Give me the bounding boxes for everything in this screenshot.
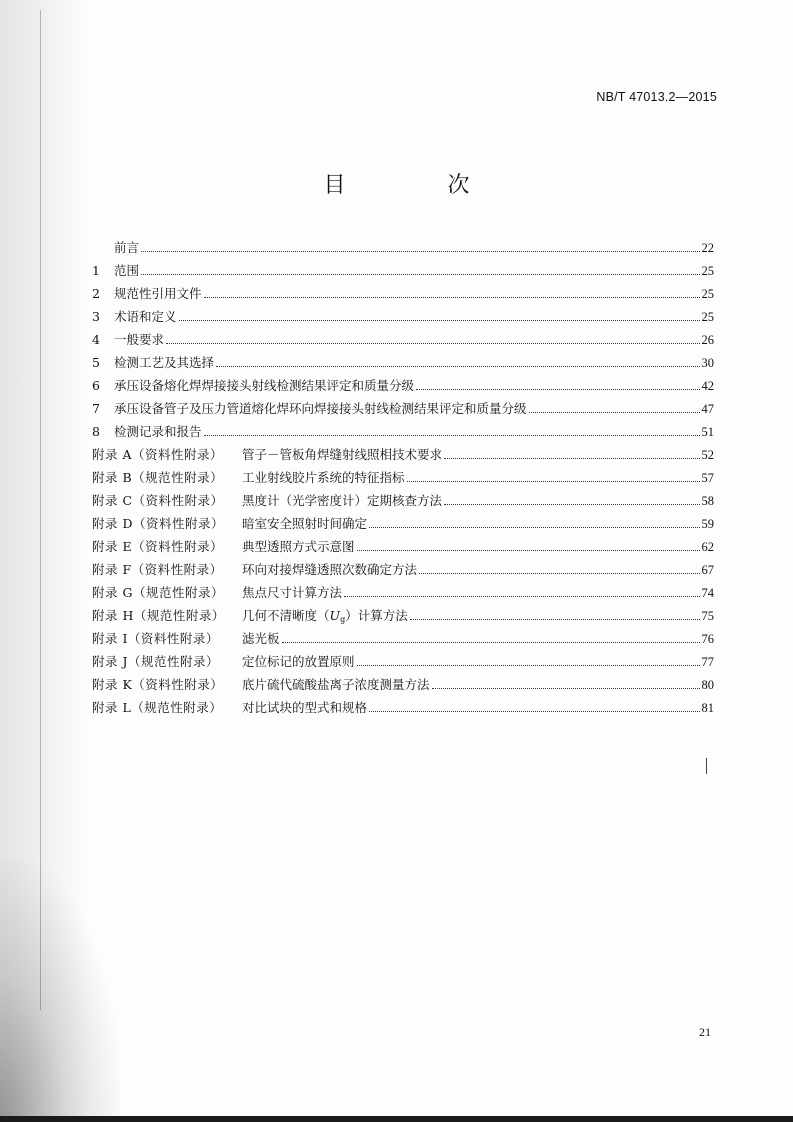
appendix-title: 滤光板: [242, 631, 280, 646]
appendix-title: 底片硫代硫酸盐离子浓度测量方法: [242, 677, 430, 692]
page-number: 21: [699, 1025, 711, 1039]
appendix-title: 对比试块的型式和规格: [242, 700, 368, 715]
appendix-page: 81: [701, 701, 714, 715]
toc-entry[interactable]: [92, 420, 714, 443]
dot-leader: [179, 320, 700, 321]
table-of-contents: [92, 236, 714, 719]
toc-entry-label: 检测工艺及其选择: [114, 355, 215, 370]
appendix-label: 附录 B（规范性附录）: [92, 470, 224, 485]
appendix-title: 暗室安全照射时间确定: [242, 516, 368, 531]
toc-appendix-entry[interactable]: [92, 673, 714, 696]
toc-entry-number: 4: [92, 332, 100, 347]
dot-leader: [282, 642, 700, 643]
toc-entry-label: 术语和定义: [114, 309, 177, 324]
scan-shadow-corner: [0, 862, 120, 1122]
toc-entry-number: 2: [92, 286, 100, 301]
appendix-page: 74: [701, 586, 714, 600]
standard-number: NB/T 47013.2—2015: [596, 90, 717, 104]
dot-leader: [204, 435, 700, 436]
dot-leader: [357, 665, 700, 666]
appendix-label: 附录 G（规范性附录）: [92, 585, 224, 600]
toc-entry-page: 25: [701, 310, 714, 324]
dot-leader: [344, 596, 699, 597]
scan-edge-bottom: [0, 1116, 793, 1122]
scan-artifact-line: [40, 10, 41, 1010]
toc-entry[interactable]: [92, 397, 714, 420]
toc-entry[interactable]: [92, 259, 714, 282]
toc-appendix-entry[interactable]: [92, 443, 714, 466]
appendix-label: 附录 K（资料性附录）: [92, 677, 224, 692]
dot-leader: [432, 688, 700, 689]
toc-appendix-entry[interactable]: [92, 696, 714, 719]
appendix-title: 典型透照方式示意图: [242, 539, 355, 554]
symbol-subscript: g: [340, 615, 346, 624]
toc-appendix-entry[interactable]: [92, 512, 714, 535]
toc-appendix-entry[interactable]: [92, 466, 714, 489]
toc-entry-label: 规范性引用文件: [114, 286, 202, 301]
appendix-title: 工业射线胶片系统的特征指标: [242, 470, 405, 485]
toc-entry-label: 承压设备管子及压力管道熔化焊环向焊接接头射线检测结果评定和质量分级: [114, 401, 527, 416]
dot-leader: [216, 366, 699, 367]
appendix-page: 67: [701, 563, 714, 577]
appendix-page: 80: [701, 678, 714, 692]
toc-entry-number: 7: [92, 401, 100, 416]
appendix-title-post: ）计算方法: [345, 608, 408, 623]
page-title: 目 次: [323, 173, 510, 198]
toc-appendix-entry[interactable]: [92, 558, 714, 581]
dot-leader: [444, 458, 699, 459]
appendix-title: 黑度计（光学密度计）定期核查方法: [242, 493, 443, 508]
toc-entry-label: 承压设备熔化焊焊接接头射线检测结果评定和质量分级: [114, 378, 415, 393]
appendix-page: 52: [701, 448, 714, 462]
appendix-page: 75: [701, 609, 714, 623]
toc-entry-label: 前言: [114, 240, 140, 255]
toc-entry-page: 42: [701, 379, 714, 393]
dot-leader: [407, 481, 700, 482]
toc-entry[interactable]: [92, 282, 714, 305]
appendix-page: 57: [701, 471, 714, 485]
toc-entry-number: 1: [92, 263, 100, 278]
toc-entry-page: 26: [701, 333, 714, 347]
dot-leader: [166, 343, 699, 344]
toc-entry-page: 51: [701, 425, 714, 439]
toc-entry[interactable]: [92, 305, 714, 328]
appendix-title: 定位标记的放置原则: [242, 654, 355, 669]
dot-leader: [141, 251, 699, 252]
toc-entry-label: 范围: [114, 263, 140, 278]
appendix-page: 76: [701, 632, 714, 646]
toc-appendix-entry[interactable]: [92, 489, 714, 512]
dot-leader: [529, 412, 700, 413]
toc-entry-page: 22: [701, 241, 714, 255]
appendix-label: 附录 E（资料性附录）: [92, 539, 224, 554]
toc-appendix-entry[interactable]: [92, 581, 714, 604]
dot-leader: [419, 573, 699, 574]
toc-entry[interactable]: [92, 328, 714, 351]
appendix-page: 62: [701, 540, 714, 554]
appendix-title-pre: 几何不清晰度（: [242, 608, 330, 623]
toc-entry-page: 30: [701, 356, 714, 370]
scan-mark: [706, 758, 707, 774]
dot-leader: [369, 711, 699, 712]
toc-appendix-entry[interactable]: [92, 650, 714, 673]
dot-leader: [204, 297, 700, 298]
toc-entry-page: 25: [701, 264, 714, 278]
appendix-label: 附录 C（资料性附录）: [92, 493, 224, 508]
appendix-title: 环向对接焊缝透照次数确定方法: [242, 562, 418, 577]
symbol-u: U: [329, 608, 341, 623]
dot-leader: [416, 389, 699, 390]
toc-entry[interactable]: [92, 351, 714, 374]
dot-leader: [357, 550, 700, 551]
appendix-label: 附录 J（规范性附录）: [92, 654, 219, 669]
toc-entry-page: 25: [701, 287, 714, 301]
toc-entry-number: 3: [92, 309, 100, 324]
appendix-title: 焦点尺寸计算方法: [242, 585, 343, 600]
appendix-page: 59: [701, 517, 714, 531]
toc-appendix-entry[interactable]: [92, 535, 714, 558]
appendix-label: 附录 F（资料性附录）: [92, 562, 223, 577]
appendix-page: 58: [701, 494, 714, 508]
dot-leader: [141, 274, 699, 275]
appendix-title: 管子－管板角焊缝射线照相技术要求: [242, 447, 443, 462]
toc-entry-label: 检测记录和报告: [114, 424, 202, 439]
toc-entry-number: 5: [92, 355, 100, 370]
toc-entry-page: 47: [701, 402, 714, 416]
toc-entry[interactable]: [92, 374, 714, 397]
toc-entry-number: 6: [92, 378, 100, 393]
dot-leader: [369, 527, 699, 528]
appendix-label: 附录 I（资料性附录）: [92, 631, 219, 646]
appendix-label: 附录 D（资料性附录）: [92, 516, 224, 531]
dot-leader: [444, 504, 699, 505]
appendix-page: 77: [701, 655, 714, 669]
toc-appendix-entry[interactable]: [92, 604, 714, 627]
dot-leader: [410, 619, 700, 620]
appendix-label: 附录 H（规范性附录）: [92, 608, 225, 623]
appendix-label: 附录 L（规范性附录）: [92, 700, 223, 715]
toc-entry-label: 一般要求: [114, 332, 165, 347]
toc-entry[interactable]: [92, 236, 714, 259]
toc-entry-number: 8: [92, 424, 100, 439]
appendix-label: 附录 A（资料性附录）: [92, 447, 224, 462]
